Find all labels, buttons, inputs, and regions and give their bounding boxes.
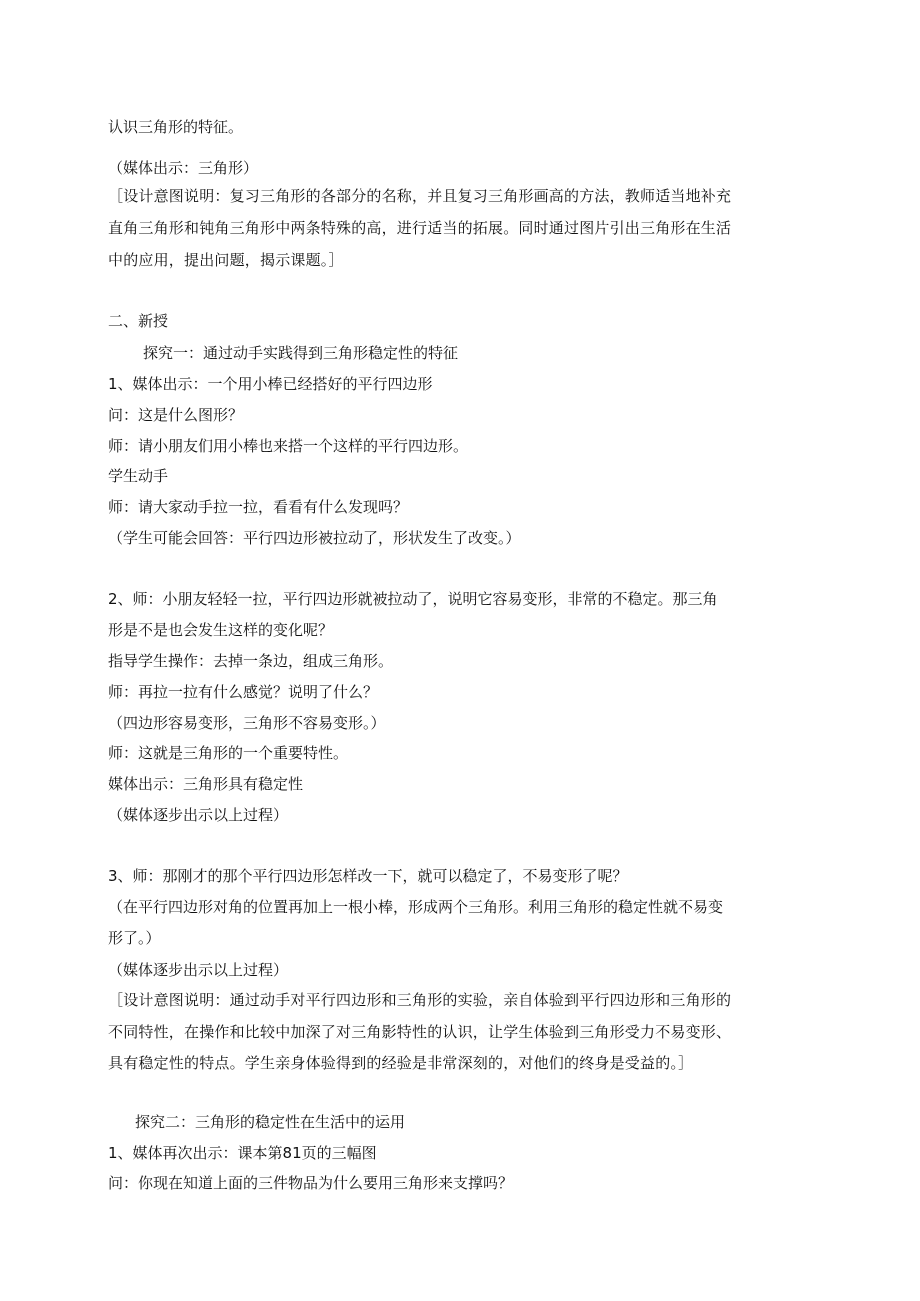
subsection-heading: 探究一：通过动手实践得到三角形稳定性的特征 — [143, 344, 459, 362]
text-line: 媒体出示：三角形具有稳定性 — [108, 775, 304, 793]
subsection-heading: 探究二：三角形的稳定性在生活中的运用 — [135, 1113, 406, 1131]
design-note-line: ［设计意图说明：通过动手对平行四边形和三角形的实验，亲自体验到平行四边形和三角形的 — [108, 991, 732, 1009]
text-line: 指导学生操作：去掉一条边，组成三角形。 — [108, 652, 394, 670]
text-line: （媒体逐步出示以上过程） — [108, 961, 289, 979]
text-line: 1、媒体再次出示：课本第81页的三幅图 — [108, 1144, 377, 1162]
text-line: 师：再拉一拉有什么感觉？说明了什么？ — [108, 683, 379, 701]
design-note-line: 直角三角形和钝角三角形中两条特殊的高，进行适当的拓展。同时通过图片引出三角形在生活 — [108, 219, 732, 237]
design-note-line: 具有稳定性的特点。学生亲身体验得到的经验是非常深刻的，对他们的终身是受益的。］ — [108, 1054, 694, 1072]
design-note-line: ［设计意图说明：复习三角形的各部分的名称，并且复习三角形画高的方法，教师适当地补充 — [108, 187, 732, 205]
section-heading: 二、新授 — [108, 312, 169, 330]
text-line: 师：请小朋友们用小棒也来搭一个这样的平行四边形。 — [108, 437, 469, 455]
text-line: （媒体逐步出示以上过程） — [108, 806, 289, 824]
text-line: 师：这就是三角形的一个重要特性。 — [108, 744, 349, 762]
text-line: 3、师：那刚才的那个平行四边形怎样改一下，就可以稳定了，不易变形了呢？ — [108, 867, 628, 885]
media-note: （媒体出示：三角形） — [108, 159, 259, 177]
text-line: 师：请大家动手拉一拉，看看有什么发现吗？ — [108, 498, 409, 516]
text-line: 形了。） — [108, 929, 161, 947]
text-line: 1、媒体出示：一个用小棒已经搭好的平行四边形 — [108, 375, 433, 393]
text-line: （在平行四边形对角的位置再加上一根小棒，形成两个三角形。利用三角形的稳定性就不易变 — [108, 898, 724, 916]
text-line: 学生动手 — [108, 467, 169, 485]
text-line: 问：这是什么图形？ — [108, 406, 244, 424]
design-note-line: 不同特性，在操作和比较中加深了对三角影特性的认识，让学生体验到三角形受力不易变形、 — [108, 1023, 732, 1041]
text-line: 形是不是也会发生这样的变化呢？ — [108, 621, 334, 639]
text-line: 问：你现在知道上面的三件物品为什么要用三角形来支撑吗？ — [108, 1174, 514, 1192]
design-note-line: 中的应用，提出问题，揭示课题。］ — [108, 251, 344, 269]
text-line: （四边形容易变形，三角形不容易变形。） — [108, 714, 386, 732]
text-line: 2、师：小朋友轻轻一拉，平行四边形就被拉动了，说明它容易变形，非常的不稳定。那三角 — [108, 590, 718, 608]
text-line: 认识三角形的特征。 — [108, 118, 244, 136]
text-line: （学生可能会回答：平行四边形被拉动了，形状发生了改变。） — [108, 529, 521, 547]
